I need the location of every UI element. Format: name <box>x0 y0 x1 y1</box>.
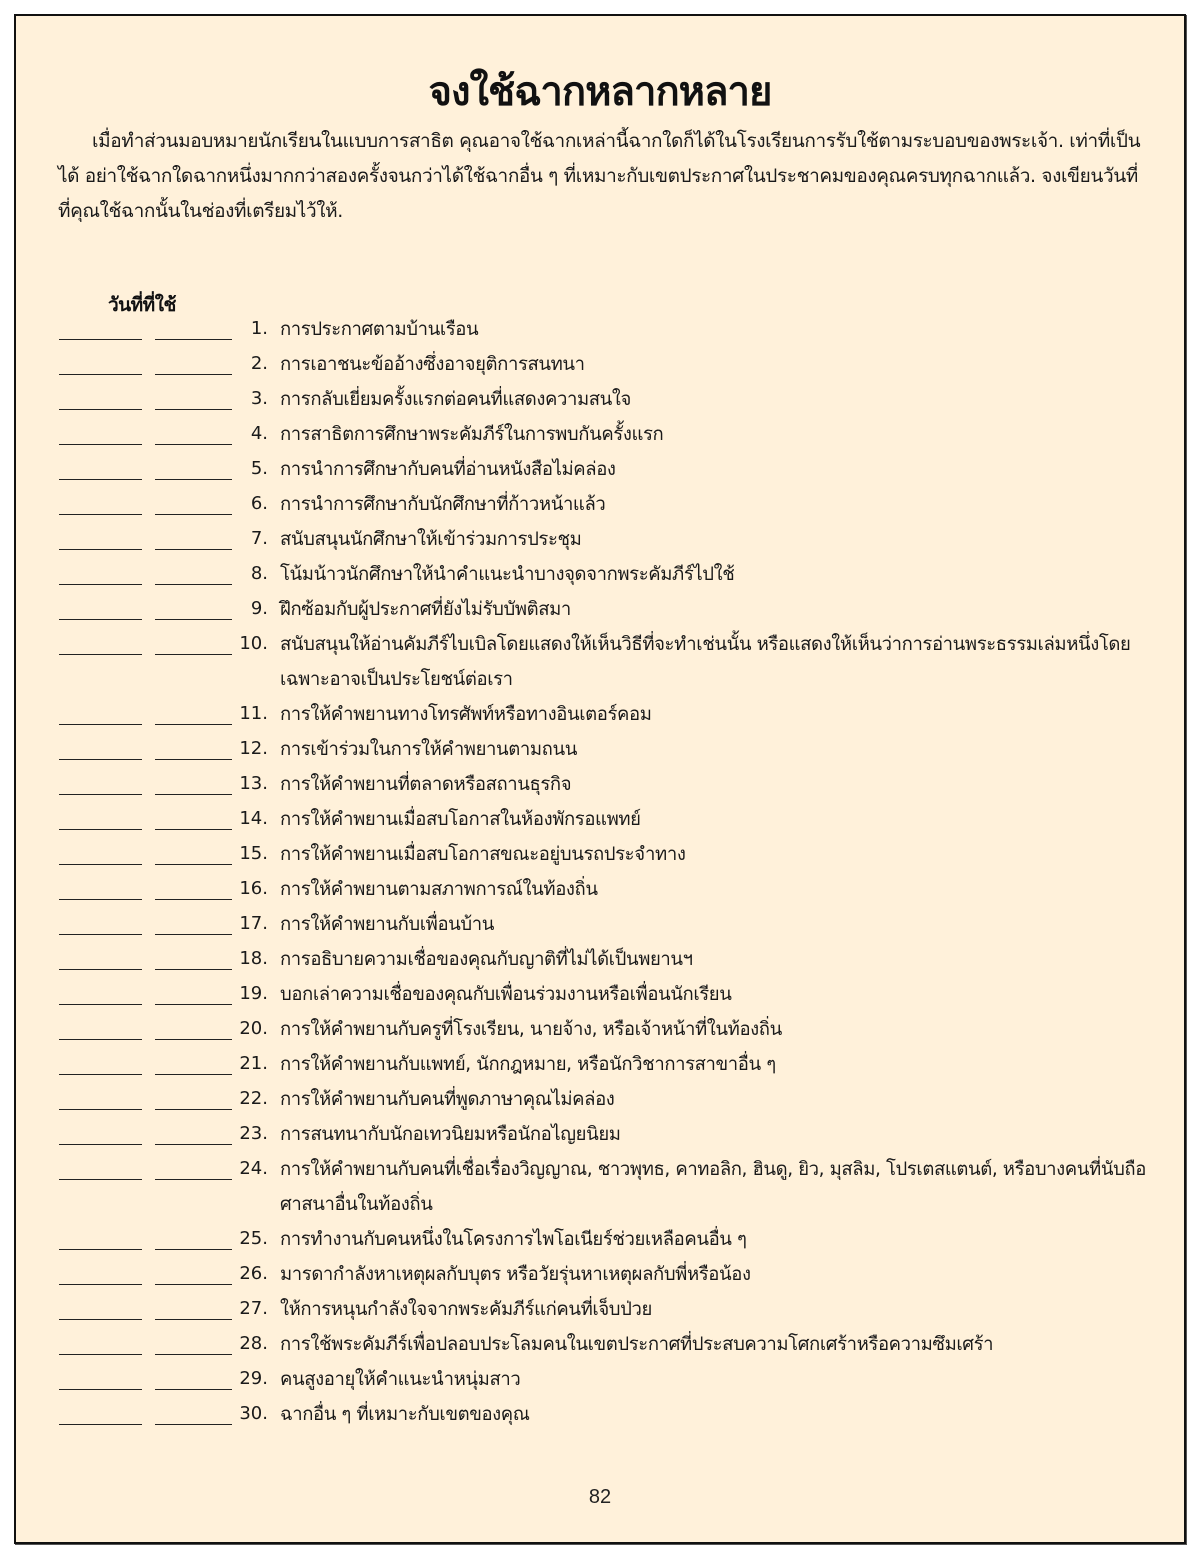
date-blank-1[interactable] <box>59 1004 142 1005</box>
date-blank-2[interactable] <box>155 514 232 515</box>
date-blank-1[interactable] <box>59 409 142 410</box>
item-number: 1. <box>250 318 268 339</box>
date-blank-2[interactable] <box>155 1249 232 1250</box>
item-text: การประกาศตามบ้านเรือน <box>280 319 479 340</box>
date-blank-1[interactable] <box>59 934 142 935</box>
item-text: การให้คำพยานที่ตลาดหรือสถานธุรกิจ <box>280 774 572 795</box>
item-number: 20. <box>239 1018 268 1039</box>
date-blank-2[interactable] <box>155 619 232 620</box>
list-item <box>16 977 1184 1012</box>
date-blank-1[interactable] <box>59 444 142 445</box>
item-text: การให้คำพยานกับครูที่โรงเรียน, นายจ้าง, หรือเจ้าหน้าที่ในท้องถิ่น <box>280 1019 782 1040</box>
item-text: การให้คำพยานกับเพื่อนบ้าน <box>280 914 494 935</box>
date-blank-1[interactable] <box>59 374 142 375</box>
item-text: การใช้พระคัมภีร์เพื่อปลอบประโลมคนในเขตประกาศที่ประสบความโศกเศร้าหรือความซึมเศร้า <box>280 1334 994 1355</box>
date-blank-2[interactable] <box>155 829 232 830</box>
item-text: การให้คำพยานเมื่อสบโอกาสในห้องพักรอแพทย์ <box>280 809 641 830</box>
list-item <box>16 907 1184 942</box>
list-item <box>16 487 1184 522</box>
setting-list <box>16 312 1184 1432</box>
date-blank-2[interactable] <box>155 1284 232 1285</box>
item-text: ให้การหนุนกำลังใจจากพระคัมภีร์แก่คนที่เจ็บป่วย <box>280 1299 652 1320</box>
date-blank-2[interactable] <box>155 584 232 585</box>
date-blank-2[interactable] <box>155 1004 232 1005</box>
item-text: บอกเล่าความเชื่อของคุณกับเพื่อนร่วมงานหรือเพื่อนนักเรียน <box>280 984 732 1005</box>
item-number: 10. <box>239 633 268 654</box>
item-number: 5. <box>250 458 268 479</box>
item-text: การให้คำพยานตามสภาพการณ์ในท้องถิ่น <box>280 879 598 900</box>
item-number: 19. <box>239 983 268 1004</box>
date-blank-2[interactable] <box>155 1319 232 1320</box>
date-blank-1[interactable] <box>59 619 142 620</box>
item-text: โน้มน้าวนักศึกษาให้นำคำแนะนำบางจุดจากพระคัมภีร์ไปใช้ <box>280 564 735 585</box>
list-item <box>16 837 1184 872</box>
date-blank-2[interactable] <box>155 1144 232 1145</box>
list-item <box>16 382 1184 417</box>
list-item <box>16 1117 1184 1152</box>
list-item <box>16 627 1184 697</box>
list-item <box>16 557 1184 592</box>
item-text: การสาธิตการศึกษาพระคัมภีร์ในการพบกันครั้งแรก <box>280 424 664 445</box>
item-text: ฝึกซ้อมกับผู้ประกาศที่ยังไม่รับบัพติสมา <box>280 599 571 620</box>
list-item <box>16 1047 1184 1082</box>
item-number: 7. <box>250 528 268 549</box>
item-number: 4. <box>250 423 268 444</box>
item-text: การให้คำพยานกับคนที่พูดภาษาคุณไม่คล่อง <box>280 1089 615 1110</box>
date-blank-1[interactable] <box>59 584 142 585</box>
item-number: 3. <box>250 388 268 409</box>
list-item <box>16 697 1184 732</box>
date-blank-2[interactable] <box>155 1179 232 1180</box>
item-number: 9. <box>250 598 268 619</box>
item-number: 8. <box>250 563 268 584</box>
item-number: 6. <box>250 493 268 514</box>
date-blank-1[interactable] <box>59 514 142 515</box>
date-blank-1[interactable] <box>59 1179 142 1180</box>
list-item <box>16 522 1184 557</box>
list-item <box>16 1397 1184 1432</box>
date-blank-1[interactable] <box>59 1284 142 1285</box>
item-text: การนำการศึกษากับคนที่อ่านหนังสือไม่คล่อง <box>280 459 616 480</box>
date-blank-2[interactable] <box>155 1389 232 1390</box>
date-blank-2[interactable] <box>155 934 232 935</box>
date-blank-1[interactable] <box>59 1319 142 1320</box>
date-blank-2[interactable] <box>155 444 232 445</box>
date-blank-2[interactable] <box>155 409 232 410</box>
page-title: จงใช้ฉากหลากหลาย <box>428 69 772 115</box>
item-text: ฉากอื่น ๆ ที่เหมาะกับเขตของคุณ <box>280 1404 530 1425</box>
list-item <box>16 1152 1184 1222</box>
item-text: สนับสนุนให้อ่านคัมภีร์ไบเบิลโดยแสดงให้เห็นวิธีที่จะทำเช่นนั้น หรือแสดงให้เห็นว่าการอ่านพระธรรมเล่มหนึ่งโดยเฉพาะอาจเป็นประโยชน์ต่อเรา <box>280 634 1131 690</box>
date-blank-2[interactable] <box>155 759 232 760</box>
date-blank-1[interactable] <box>59 829 142 830</box>
date-blank-1[interactable] <box>59 549 142 550</box>
date-blank-1[interactable] <box>59 1389 142 1390</box>
date-blank-1[interactable] <box>59 1354 142 1355</box>
date-blank-2[interactable] <box>155 864 232 865</box>
worksheet-page <box>14 14 1186 1544</box>
list-item <box>16 802 1184 837</box>
list-item <box>16 1222 1184 1257</box>
date-blank-2[interactable] <box>155 1039 232 1040</box>
item-number: 27. <box>239 1298 268 1319</box>
list-item <box>16 767 1184 802</box>
item-text: สนับสนุนนักศึกษาให้เข้าร่วมการประชุม <box>280 529 582 550</box>
item-text: การอธิบายความเชื่อของคุณกับญาติที่ไม่ได้เป็นพยานฯ <box>280 949 693 970</box>
list-item <box>16 1257 1184 1292</box>
date-blank-2[interactable] <box>155 724 232 725</box>
date-blank-1[interactable] <box>59 969 142 970</box>
item-text: การให้คำพยานกับแพทย์, นักกฎหมาย, หรือนักวิชาการสาขาอื่น ๆ <box>280 1054 776 1075</box>
date-blank-1[interactable] <box>59 1424 142 1425</box>
date-blank-1[interactable] <box>59 654 142 655</box>
item-number: 29. <box>239 1368 268 1389</box>
date-blank-1[interactable] <box>59 759 142 760</box>
item-number: 30. <box>239 1403 268 1424</box>
item-number: 14. <box>239 808 268 829</box>
page-number: 82 <box>588 1486 612 1508</box>
date-blank-2[interactable] <box>155 1424 232 1425</box>
date-blank-2[interactable] <box>155 374 232 375</box>
date-blank-2[interactable] <box>155 794 232 795</box>
item-text: การเข้าร่วมในการให้คำพยานตามถนน <box>280 739 577 760</box>
date-blank-1[interactable] <box>59 864 142 865</box>
item-number: 17. <box>239 913 268 934</box>
list-item <box>16 347 1184 382</box>
list-item <box>16 942 1184 977</box>
date-blank-2[interactable] <box>155 969 232 970</box>
date-blank-2[interactable] <box>155 654 232 655</box>
date-blank-1[interactable] <box>59 1074 142 1075</box>
list-item <box>16 872 1184 907</box>
date-blank-2[interactable] <box>155 1074 232 1075</box>
date-blank-2[interactable] <box>155 549 232 550</box>
item-number: 25. <box>239 1228 268 1249</box>
list-item <box>16 1012 1184 1047</box>
item-text: มารดากำลังหาเหตุผลกับบุตร หรือวัยรุ่นหาเหตุผลกับพี่หรือน้อง <box>280 1264 751 1285</box>
item-text: การนำการศึกษากับนักศึกษาที่ก้าวหน้าแล้ว <box>280 494 606 515</box>
date-blank-1[interactable] <box>59 479 142 480</box>
item-number: 28. <box>239 1333 268 1354</box>
date-blank-1[interactable] <box>59 794 142 795</box>
item-text: การเอาชนะข้ออ้างซึ่งอาจยุติการสนทนา <box>280 354 585 375</box>
item-number: 13. <box>239 773 268 794</box>
date-blank-2[interactable] <box>155 1354 232 1355</box>
item-text: การกลับเยี่ยมครั้งแรกต่อคนที่แสดงความสนใจ <box>280 389 631 410</box>
list-item <box>16 732 1184 767</box>
list-item <box>16 1362 1184 1397</box>
date-blank-2[interactable] <box>155 899 232 900</box>
date-blank-1[interactable] <box>59 899 142 900</box>
item-number: 24. <box>239 1158 268 1179</box>
list-item <box>16 452 1184 487</box>
date-blank-1[interactable] <box>59 1039 142 1040</box>
item-number: 18. <box>239 948 268 969</box>
date-blank-2[interactable] <box>155 479 232 480</box>
item-number: 22. <box>239 1088 268 1109</box>
item-text: การทำงานกับคนหนึ่งในโครงการไพโอเนียร์ช่วยเหลือคนอื่น ๆ <box>280 1229 747 1250</box>
date-blank-1[interactable] <box>59 724 142 725</box>
item-number: 2. <box>250 353 268 374</box>
item-number: 12. <box>239 738 268 759</box>
item-text: การให้คำพยานกับคนที่เชื่อเรื่องวิญญาณ, ชาวพุทธ, คาทอลิก, ฮินดู, ยิว, มุสลิม, โปรเตสแตนต์, หรือบางคนที่นับถือศาสนาอื่นในท้องถิ่น <box>280 1159 1146 1215</box>
date-blank-1[interactable] <box>59 339 142 340</box>
date-blank-1[interactable] <box>59 1249 142 1250</box>
item-number: 21. <box>239 1053 268 1074</box>
list-item <box>16 312 1184 347</box>
list-item <box>16 1082 1184 1117</box>
item-text: การให้คำพยานเมื่อสบโอกาสขณะอยู่บนรถประจำทาง <box>280 844 686 865</box>
date-blank-2[interactable] <box>155 339 232 340</box>
date-blank-1[interactable] <box>59 1144 142 1145</box>
list-item <box>16 1292 1184 1327</box>
list-item <box>16 1327 1184 1362</box>
list-item <box>16 592 1184 627</box>
item-number: 26. <box>239 1263 268 1284</box>
date-blank-1[interactable] <box>59 1109 142 1110</box>
date-blank-2[interactable] <box>155 1109 232 1110</box>
item-text: การให้คำพยานทางโทรศัพท์หรือทางอินเตอร์คอม <box>280 704 652 725</box>
intro-paragraph: เมื่อทำส่วนมอบหมายนักเรียนในแบบการสาธิต คุณอาจใช้ฉากเหล่านี้ฉากใดก็ได้ในโรงเรียนการรับใช้ตามระบอบของพระเจ้า. เท่าที่เป็นได้ อย่าใช้ฉากใดฉากหนึ่งมากกว่าสองครั้งจนกว่าได้ใช้ฉากอื่น ๆ ที่เหมาะกับเขตประกาศในประชาคมของคุณครบทุกฉากแล้ว. จงเขียนวันที่ที่คุณใช้ฉากนั้นในช่องที่เตรียมไว้ให้. <box>58 130 1141 222</box>
date-column-header: วันที่ที่ใช้ <box>108 294 176 316</box>
item-number: 15. <box>239 843 268 864</box>
item-number: 23. <box>239 1123 268 1144</box>
item-number: 16. <box>239 878 268 899</box>
item-text: การสนทนากับนักอเทวนิยมหรือนักอไญยนิยม <box>280 1124 621 1145</box>
list-item <box>16 417 1184 452</box>
item-text: คนสูงอายุให้คำแนะนำหนุ่มสาว <box>280 1369 521 1390</box>
item-number: 11. <box>239 703 268 724</box>
